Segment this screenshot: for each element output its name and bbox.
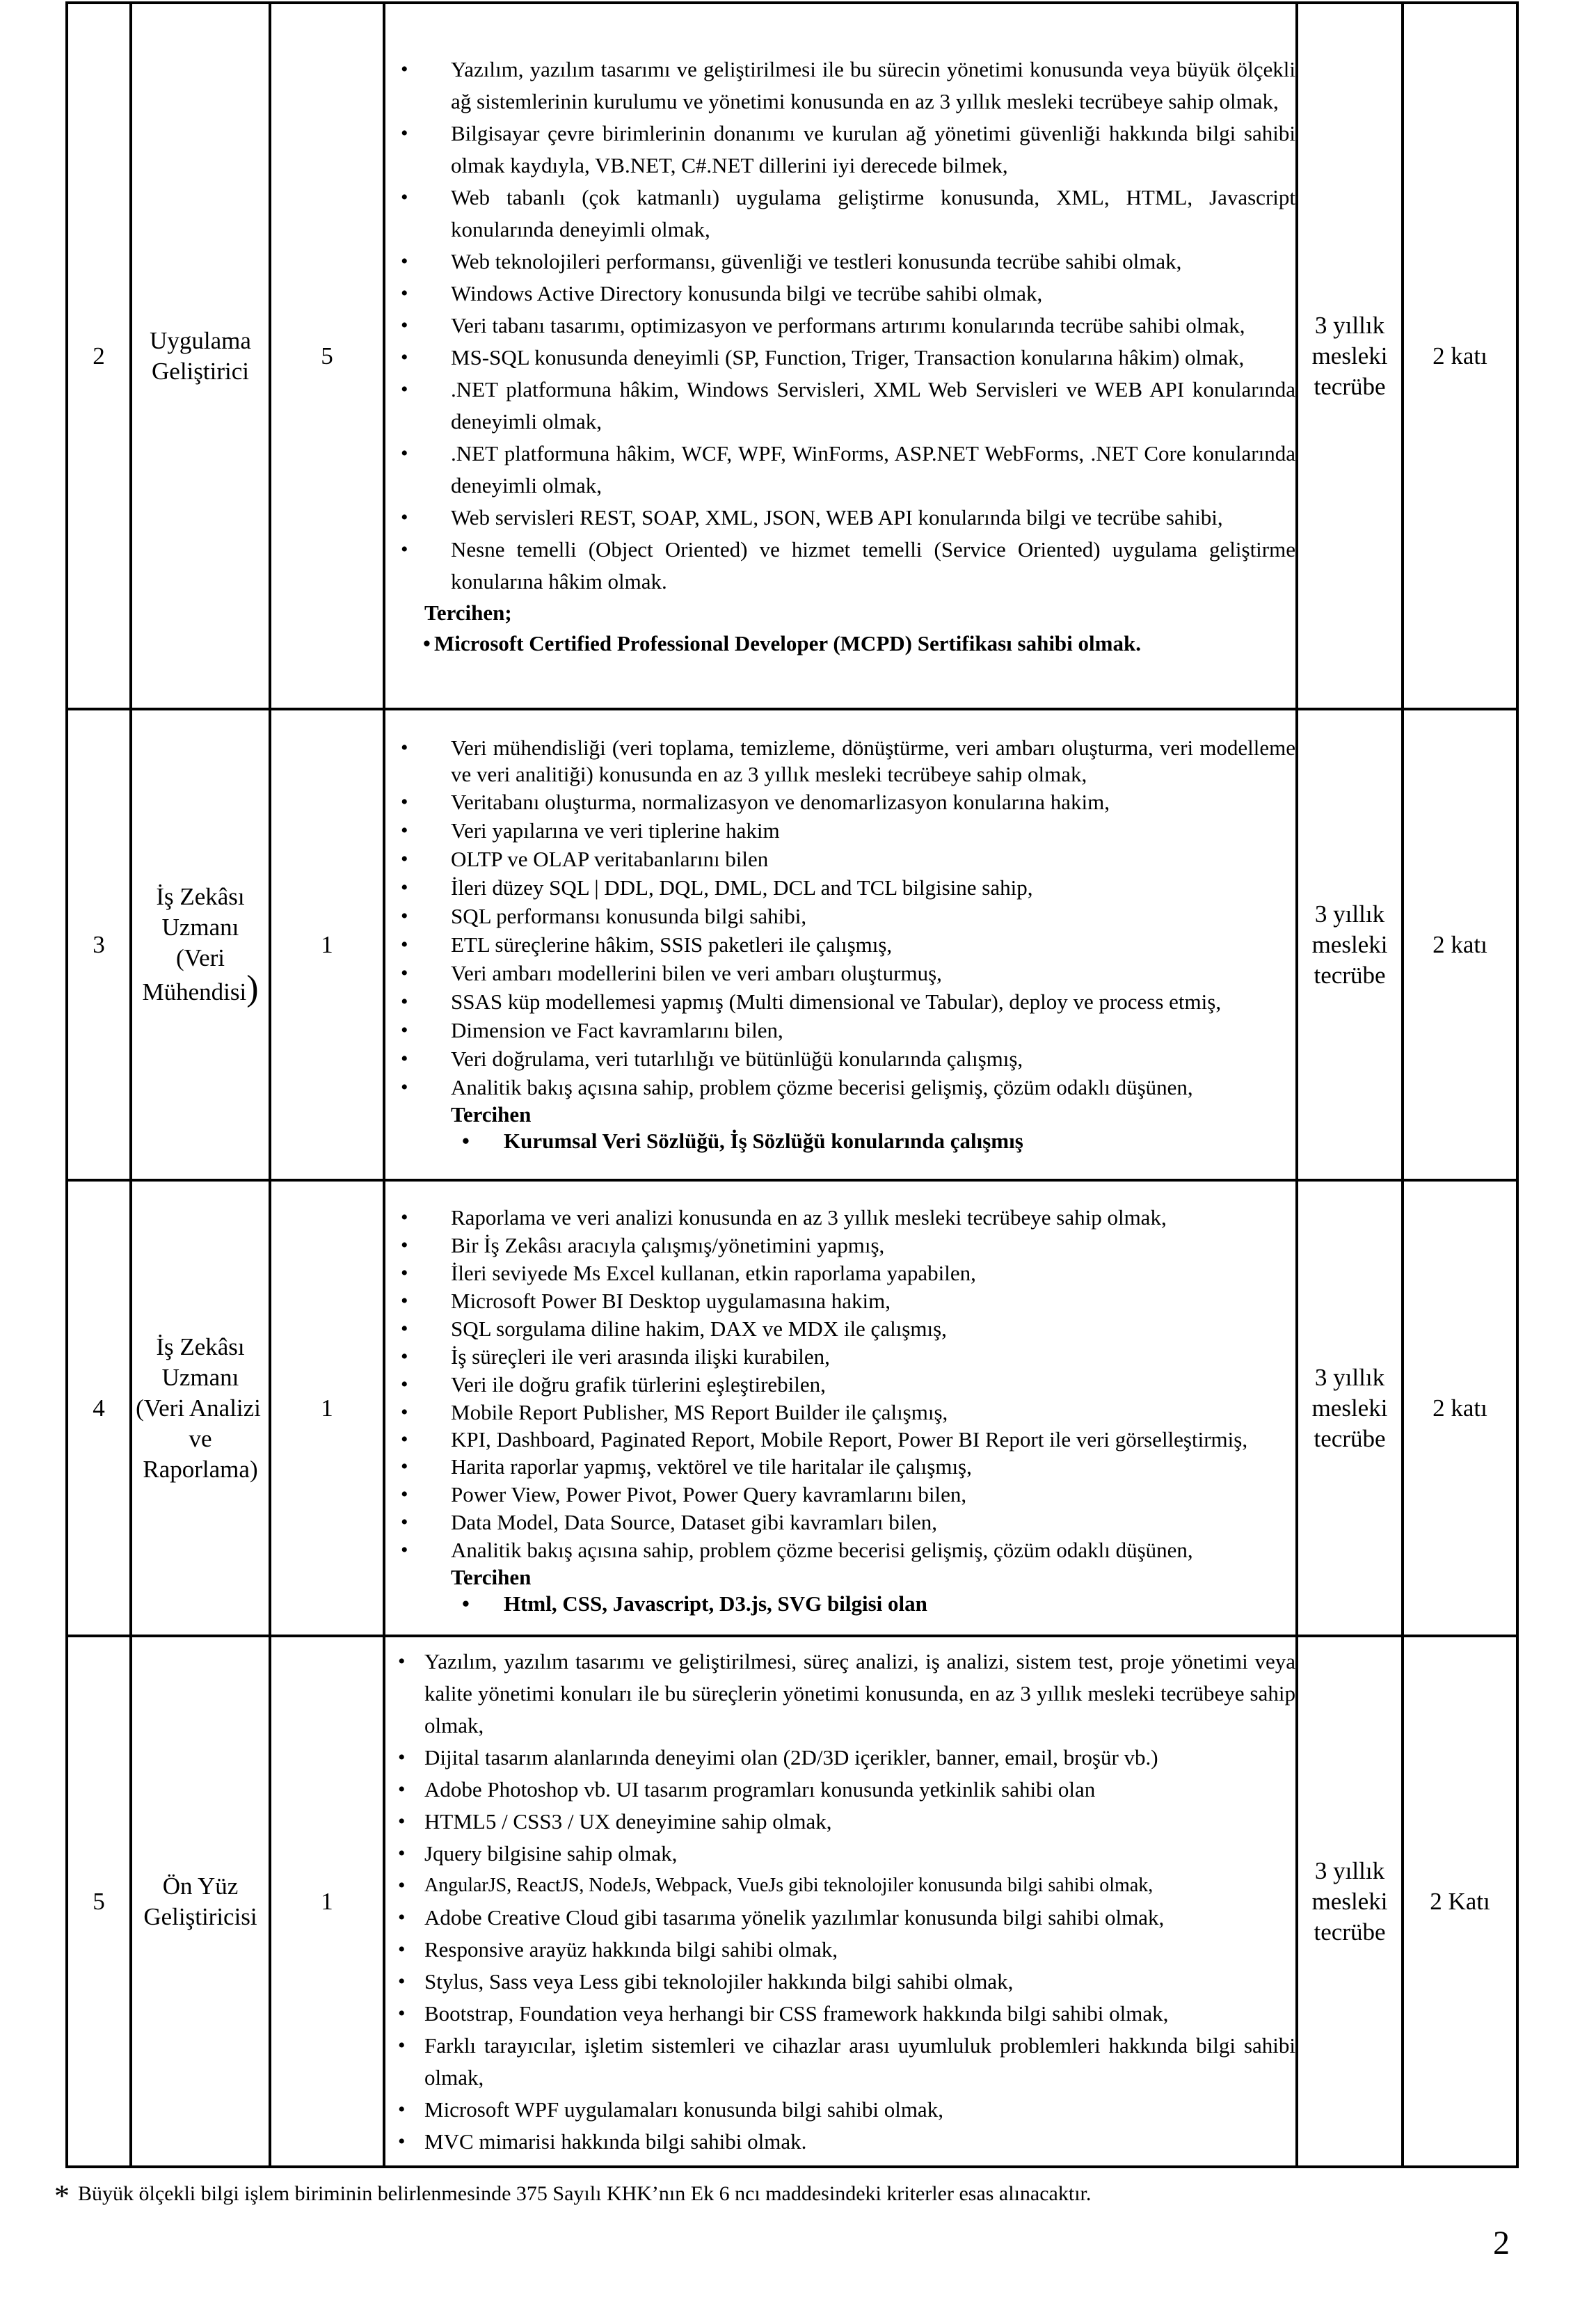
list-item: • Web servisleri REST, SOAP, XML, JSON, WEB API konularında bilgi ve tecrübe sahibi, bbox=[385, 502, 1295, 534]
position-title: İş Zekâsı Uzmanı (Veri Mühendisi) bbox=[131, 709, 270, 1180]
list-item: • Kurumsal Veri Sözlüğü, İş Sözlüğü konularında çalışmış bbox=[385, 1128, 1295, 1154]
list-item: • Raporlama ve veri analizi konusunda en az 3 yıllık mesleki tecrübeye sahip olmak, bbox=[385, 1204, 1295, 1232]
position-count: 5 bbox=[270, 3, 384, 709]
list-item: • Responsive arayüz hakkında bilgi sahibi olmak, bbox=[385, 1934, 1295, 1966]
table-row bbox=[67, 709, 1517, 1180]
list-item: • MVC mimarisi hakkında bilgi sahibi olmak. bbox=[385, 2126, 1295, 2158]
preference-list bbox=[385, 1128, 1295, 1154]
list-item: • Veri tabanı tasarımı, optimizasyon ve performans artırımı konularında tecrübe sahibi olmak, bbox=[385, 310, 1295, 342]
list-item: • OLTP ve OLAP veritabanlarını bilen bbox=[385, 845, 1295, 873]
experience-requirement: 3 yıllık mesleki tecrübe bbox=[1297, 1636, 1403, 2167]
list-item: • Data Model, Data Source, Dataset gibi kavramları bilen, bbox=[385, 1509, 1295, 1536]
preference-heading: Tercihen; bbox=[424, 600, 512, 625]
list-item: • Dimension ve Fact kavramlarını bilen, bbox=[385, 1016, 1295, 1044]
list-item: • ETL süreçlerine hâkim, SSIS paketleri ile çalışmış, bbox=[385, 930, 1295, 959]
position-title: Uygulama Geliştirici bbox=[131, 3, 270, 709]
requirements-cell bbox=[384, 1636, 1297, 2167]
requirements-list bbox=[385, 1646, 1295, 2158]
list-item: • Jquery bilgisine sahip olmak, bbox=[385, 1838, 1295, 1870]
list-item: • .NET platformuna hâkim, Windows Servisleri, XML Web Servisleri ve WEB API konularında deneyimli olmak, bbox=[385, 374, 1295, 438]
list-item: • HTML5 / CSS3 / UX deneyimine sahip olmak, bbox=[385, 1806, 1295, 1838]
list-item: • Microsoft WPF uygulamaları konusunda bilgi sahibi olmak, bbox=[385, 2094, 1295, 2126]
list-item: • Veri mühendisliği (veri toplama, temizleme, dönüştürme, veri ambarı oluşturma, veri modelleme ve veri analitiği) konusunda en az 3 yıllık mesleki tecrübeye sahip olmak, bbox=[385, 735, 1295, 788]
list-item: • Html, CSS, Javascript, D3.js, SVG bilgisi olan bbox=[385, 1591, 1295, 1617]
requirements-list bbox=[385, 1204, 1295, 1564]
requirements-cell bbox=[384, 709, 1297, 1180]
list-item: • Analitik bakış açısına sahip, problem çözme becerisi gelişmiş, çözüm odaklı düşünen, bbox=[385, 1536, 1295, 1564]
list-item: • Yazılım, yazılım tasarımı ve geliştirilmesi ile bu sürecin yönetimi konusunda veya büyük ölçekli ağ sistemlerinin kurulumu ve yönetimi konusunda en az 3 yıllık mesleki tecrübeye sahip olmak, bbox=[385, 54, 1295, 118]
preference-list bbox=[385, 1591, 1295, 1617]
list-item: • Yazılım, yazılım tasarımı ve geliştirilmesi, süreç analizi, iş analizi, sistem test, proje yönetimi veya kalite yönetimi konuları ile bu süreçlerin yönetimi konusunda, en az 3 yıllık mesleki tecrübeye sahip olmak, bbox=[385, 1646, 1295, 1742]
list-item: • Adobe Creative Cloud gibi tasarıma yönelik yazılımlar konusunda bilgi sahibi olmak, bbox=[385, 1902, 1295, 1934]
list-item: • Dijital tasarım alanlarında deneyimi olan (2D/3D içerikler, banner, email, broşür vb.) bbox=[385, 1742, 1295, 1774]
row-number: 4 bbox=[67, 1180, 131, 1636]
footnote-marker: * bbox=[54, 2179, 70, 2213]
list-item: • MS-SQL konusunda deneyimli (SP, Function, Triger, Transaction konularına hâkim) olmak, bbox=[385, 342, 1295, 374]
list-item: • Web teknolojileri performansı, güvenliği ve testleri konusunda tecrübe sahibi olmak, bbox=[385, 246, 1295, 278]
list-item: • Bootstrap, Foundation veya herhangi bir CSS framework hakkında bilgi sahibi olmak, bbox=[385, 1998, 1295, 2030]
footnote-text: Büyük ölçekli bilgi işlem biriminin belirlenmesinde 375 Sayılı KHK’nın Ek 6 ncı maddesindeki kriterler esas alınacaktır. bbox=[78, 2182, 1092, 2205]
experience-requirement: 3 yıllık mesleki tecrübe bbox=[1297, 1180, 1403, 1636]
list-item: • Farklı tarayıcılar, işletim sistemleri ve cihazlar arası uyumluluk problemleri hakkında bilgi sahibi olmak, bbox=[385, 2030, 1295, 2094]
list-item: • AngularJS, ReactJS, NodeJs, Webpack, VueJs gibi teknolojiler konusunda bilgi sahibi olmak, bbox=[385, 1870, 1295, 1902]
preference-list bbox=[385, 628, 1295, 659]
experience-requirement: 3 yıllık mesleki tecrübe bbox=[1297, 709, 1403, 1180]
list-item: • Veri ambarı modellerini bilen ve veri ambarı oluşturmuş, bbox=[385, 959, 1295, 987]
position-count: 1 bbox=[270, 709, 384, 1180]
list-item: • Adobe Photoshop vb. UI tasarım programları konusunda yetkinlik sahibi olan bbox=[385, 1774, 1295, 1806]
list-item: • .NET platformuna hâkim, WCF, WPF, WinForms, ASP.NET WebForms, .NET Core konularında deneyimli olmak, bbox=[385, 438, 1295, 502]
page-number: 2 bbox=[1493, 2225, 1510, 2261]
list-item: • Web tabanlı (çok katmanlı) uygulama geliştirme konusunda, XML, HTML, Javascript konularında deneyimli olmak, bbox=[385, 182, 1295, 246]
row-number: 2 bbox=[67, 3, 131, 709]
position-title: Ön Yüz Geliştiricisi bbox=[131, 1636, 270, 2167]
list-item: • KPI, Dashboard, Paginated Report, Mobile Report, Power BI Report ile veri görselleştirmiş, bbox=[385, 1426, 1295, 1453]
requirements-cell bbox=[384, 3, 1297, 709]
salary-multiplier: 2 Katı bbox=[1403, 1636, 1517, 2167]
list-item: • SQL performansı konusunda bilgi sahibi, bbox=[385, 902, 1295, 930]
list-item: • Nesne temelli (Object Oriented) ve hizmet temelli (Service Oriented) uygulama geliştirme konularına hâkim olmak. bbox=[385, 534, 1295, 598]
requirements-list bbox=[385, 54, 1295, 598]
list-item: • Mobile Report Publisher, MS Report Builder ile çalışmış, bbox=[385, 1399, 1295, 1426]
list-item: • SSAS küp modellemesi yapmış (Multi dimensional ve Tabular), deploy ve process etmiş, bbox=[385, 987, 1295, 1016]
experience-requirement: 3 yıllık mesleki tecrübe bbox=[1297, 3, 1403, 709]
row-number: 3 bbox=[67, 709, 131, 1180]
requirements-list bbox=[385, 735, 1295, 1102]
list-item: • Stylus, Sass veya Less gibi teknolojiler hakkında bilgi sahibi olmak, bbox=[385, 1966, 1295, 1998]
position-title: İş Zekâsı Uzmanı (Veri Analizi ve Raporlama) bbox=[131, 1180, 270, 1636]
preference-heading: Tercihen bbox=[451, 1102, 532, 1127]
list-item: • Microsoft Certified Professional Developer (MCPD) Sertifikası sahibi olmak. bbox=[385, 628, 1295, 659]
list-item: • İş süreçleri ile veri arasında ilişki kurabilen, bbox=[385, 1343, 1295, 1371]
list-item: • SQL sorgulama diline hakim, DAX ve MDX ile çalışmış, bbox=[385, 1315, 1295, 1343]
salary-multiplier: 2 katı bbox=[1403, 1180, 1517, 1636]
list-item: • Veri doğrulama, veri tutarlılığı ve bütünlüğü konularında çalışmış, bbox=[385, 1044, 1295, 1073]
list-item: • İleri düzey SQL | DDL, DQL, DML, DCL and TCL bilgisine sahip, bbox=[385, 873, 1295, 902]
requirements-cell bbox=[384, 1180, 1297, 1636]
row-number: 5 bbox=[67, 1636, 131, 2167]
list-item: • Veri ile doğru grafik türlerini eşleştirebilen, bbox=[385, 1371, 1295, 1399]
footnote bbox=[54, 2172, 1092, 2213]
table-row bbox=[67, 1636, 1517, 2167]
list-item: • Bilgisayar çevre birimlerinin donanımı ve kurulan ağ yönetimi güvenliği hakkında bilgi sahibi olmak kaydıyla, VB.NET, C#.NET dillerini iyi derecede bilmek, bbox=[385, 118, 1295, 182]
list-item: • Windows Active Directory konusunda bilgi ve tecrübe sahibi olmak, bbox=[385, 278, 1295, 310]
list-item: • Veri yapılarına ve veri tiplerine hakim bbox=[385, 816, 1295, 845]
table-row bbox=[67, 3, 1517, 709]
positions-table bbox=[65, 1, 1519, 2168]
position-count: 1 bbox=[270, 1636, 384, 2167]
list-item: • Power View, Power Pivot, Power Query kavramlarını bilen, bbox=[385, 1481, 1295, 1509]
table-row bbox=[67, 1180, 1517, 1636]
list-item: • Harita raporlar yapmış, vektörel ve tile haritalar ile çalışmış, bbox=[385, 1453, 1295, 1481]
list-item: • İleri seviyede Ms Excel kullanan, etkin raporlama yapabilen, bbox=[385, 1259, 1295, 1287]
list-item: • Veritabanı oluşturma, normalizasyon ve denomarlizasyon konularına hakim, bbox=[385, 788, 1295, 816]
salary-multiplier: 2 katı bbox=[1403, 3, 1517, 709]
salary-multiplier: 2 katı bbox=[1403, 709, 1517, 1180]
list-item: • Analitik bakış açısına sahip, problem çözme becerisi gelişmiş, çözüm odaklı düşünen, bbox=[385, 1073, 1295, 1102]
list-item: • Microsoft Power BI Desktop uygulamasına hakim, bbox=[385, 1287, 1295, 1315]
position-count: 1 bbox=[270, 1180, 384, 1636]
preference-heading: Tercihen bbox=[451, 1564, 532, 1589]
list-item: • Bir İş Zekâsı aracıyla çalışmış/yönetimini yapmış, bbox=[385, 1232, 1295, 1259]
